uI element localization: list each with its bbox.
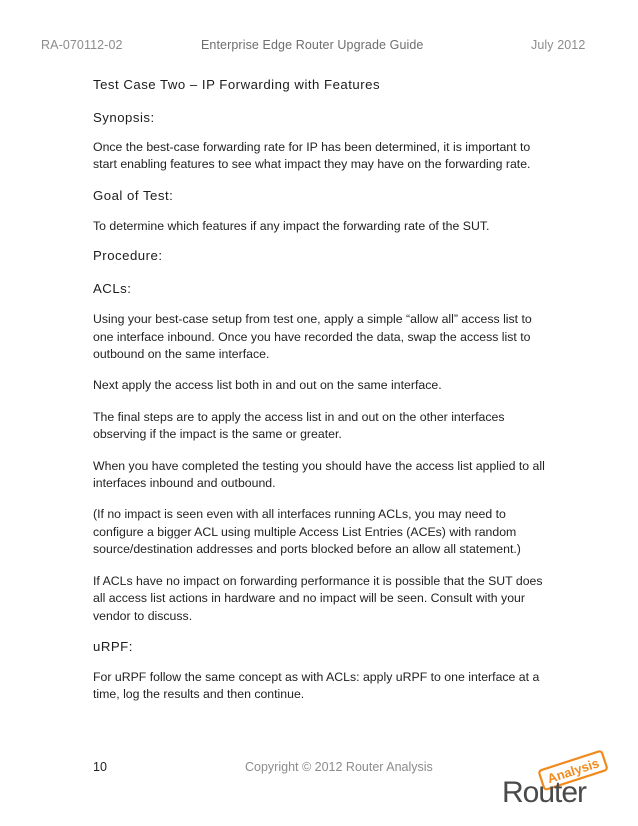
document-title: Enterprise Edge Router Upgrade Guide (201, 38, 424, 52)
logo-badge-text: Analysis (545, 755, 601, 787)
paragraph-line: all access list actions in hardware and no impact will be seen. Consult with your (93, 591, 525, 606)
paragraph-line: Next apply the access list both in and out on the same interface. (93, 378, 442, 393)
paragraph-line: configure a bigger ACL using multiple Access List Entries (ACEs) with random (93, 524, 517, 539)
acls-paragraph-5 (93, 506, 563, 558)
synopsis-line: Once the best-case forwarding rate for IP has been determined, it is important to (93, 140, 531, 154)
acls-paragraph-6 (93, 573, 563, 625)
paragraph-line: observing if the impact is the same or greater. (93, 427, 342, 442)
synopsis-paragraph (93, 139, 563, 174)
router-analysis-logo (500, 748, 610, 808)
urpf-paragraph (93, 669, 563, 704)
synopsis-line: start enabling features to see what impact they may have on the forwarding rate. (93, 157, 531, 172)
doc-id: RA-070112-02 (41, 38, 123, 52)
acls-paragraph-2 (93, 377, 563, 394)
acls-paragraph-1 (93, 311, 563, 363)
paragraph-line: For uRPF follow the same concept as with ACLs: apply uRPF to one interface at a (93, 669, 540, 684)
logo-main-text: Router (502, 776, 587, 808)
goal-heading: Goal of Test: (93, 187, 174, 203)
goal-paragraph: To determine which features if any impact the forwarding rate of the SUT. (93, 218, 490, 233)
paragraph-line: time, log the results and then continue. (93, 687, 305, 702)
logo-graphic (500, 748, 610, 808)
urpf-heading: uRPF: (93, 638, 133, 654)
paragraph-line: If ACLs have no impact on forwarding performance it is possible that the SUT does (93, 573, 543, 588)
paragraph-line: Using your best-case setup from test one, apply a simple “allow all” access list to (93, 312, 532, 327)
copyright-notice: Copyright © 2012 Router Analysis (245, 760, 433, 774)
section-title: Test Case Two – IP Forwarding with Features (93, 77, 381, 92)
paragraph-line: vendor to discuss. (93, 608, 193, 623)
acls-heading: ACLs: (93, 281, 132, 297)
paragraph-line: outbound on the same interface. (93, 347, 270, 362)
paragraph-line: interfaces inbound and outbound. (93, 476, 276, 491)
acls-paragraph-3 (93, 409, 563, 444)
acls-paragraph-4 (93, 458, 563, 493)
synopsis-heading: Synopsis: (93, 110, 155, 125)
page-content (93, 77, 563, 704)
paragraph-line: When you have completed the testing you should have the access list applied to all (93, 458, 545, 473)
paragraph-line: one interface inbound. Once you have recorded the data, swap the access list to (93, 329, 531, 344)
paragraph-line: (If no impact is seen even with all interfaces running ACLs, you may need to (93, 507, 506, 522)
paragraph-line: source/destination addresses and ports blocked before an allow all statement.) (93, 542, 521, 557)
paragraph-line: The final steps are to apply the access list in and out on the other interfaces (93, 409, 505, 424)
page-number: 10 (93, 760, 107, 774)
procedure-heading: Procedure: (93, 248, 163, 264)
document-date: July 2012 (531, 38, 586, 52)
